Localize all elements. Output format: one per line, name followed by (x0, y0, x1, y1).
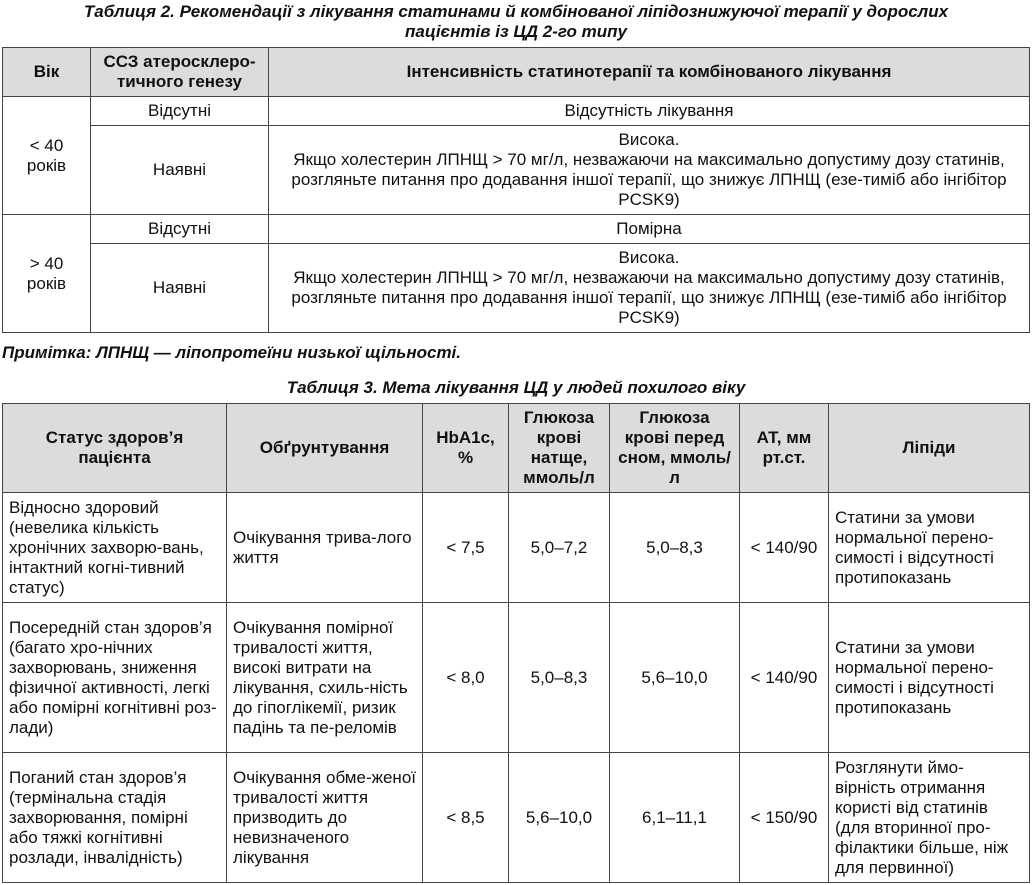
header-age: Вік (3, 48, 91, 97)
header-rationale: Обґрунтування (227, 404, 423, 493)
ccz-cell: Відсутні (91, 215, 269, 244)
fasting-cell: 5,0–7,2 (509, 493, 610, 603)
intensity-line: Відсутність лікування (564, 101, 734, 120)
age-cell: < 40 років (3, 97, 91, 215)
intensity-line: Помірна (616, 219, 682, 238)
table3-header-row (3, 404, 1030, 493)
bp-cell: < 140/90 (740, 493, 829, 603)
header-status: Статус здоров’я пацієнта (3, 404, 227, 493)
intensity-detail: Якщо холестерин ЛПНЩ > 70 мг/л, незважаючи на максимально допустиму дозу статинів, розгляньте питання про додавання іншої терапії, що знижує ЛПНЩ (езе-тиміб або інгібітор PCSK9) (291, 268, 1007, 327)
table-row (3, 97, 1030, 126)
intensity-detail: Якщо холестерин ЛПНЩ > 70 мг/л, незважаючи на максимально допустиму дозу статинів, розгляньте питання про додавання іншої терапії, що знижує ЛПНЩ (езе-тиміб або інгібітор PCSK9) (291, 150, 1007, 209)
table-row (3, 603, 1030, 753)
table3-caption: Таблиця 3. Мета лікування ЦД у людей похилого віку (286, 378, 746, 397)
rationale-cell: Очікування обме-женої тривалості життя призводить до невизначеного лікування (227, 753, 423, 883)
ccz-cell: Відсутні (91, 97, 269, 126)
intensity-cell (269, 126, 1030, 215)
table2 (2, 47, 1030, 333)
bedtime-cell: 5,6–10,0 (610, 603, 740, 753)
table-row (3, 126, 1030, 215)
table2-caption-line1: Таблиця 2. Рекомендації з лікування статинами й комбінованої ліпідознижуючої терапії у дорослих (83, 2, 949, 21)
lipids-cell: Статини за умови нормальної перено-симості і відсутності протипоказань (829, 603, 1030, 753)
table-row (3, 493, 1030, 603)
header-hba1c: HbA1c, % (423, 404, 509, 493)
header-intensity: Інтенсивність статинотерапії та комбінованого лікування (269, 48, 1030, 97)
rationale-cell: Очікування помірної тривалості життя, високі витрати на лікування, схиль-ність до гіпоглікемії, ризик падінь та пе-реломів (227, 603, 423, 753)
hba1c-cell: < 8,5 (423, 753, 509, 883)
lipids-cell: Статини за умови нормальної перено-симості і відсутності протипоказань (829, 493, 1030, 603)
age-cell: > 40 років (3, 215, 91, 333)
table2-note: Примітка: ЛПНЩ — ліпопротеїни низької щільності. (2, 343, 461, 362)
lipids-cell: Розглянути ймо-вірність отримання користі від статинів (для вторинної про-філактики більше, ніж для первинної) (829, 753, 1030, 883)
intensity-line: Висока. (618, 130, 680, 149)
table-row (3, 753, 1030, 883)
fasting-cell: 5,6–10,0 (509, 753, 610, 883)
header-lipids: Ліпіди (829, 404, 1030, 493)
header-fasting-glucose: Глюкоза крові натще, ммоль/л (509, 404, 610, 493)
table2-caption (0, 2, 1032, 42)
status-cell: Поганий стан здоров’я (термінальна стадія захворювання, помірні або тяжкі когнітивні розлади, інвалідність) (3, 753, 227, 883)
intensity-cell (269, 215, 1030, 244)
header-bedtime-glucose: Глюкоза крові перед сном, ммоль/л (610, 404, 740, 493)
table-row (3, 215, 1030, 244)
hba1c-cell: < 8,0 (423, 603, 509, 753)
bedtime-cell: 5,0–8,3 (610, 493, 740, 603)
table2-header-row (3, 48, 1030, 97)
intensity-cell (269, 244, 1030, 333)
ccz-cell: Наявні (91, 244, 269, 333)
header-blood-pressure: АТ, мм рт.ст. (740, 404, 829, 493)
intensity-line: Висока. (618, 248, 680, 267)
bp-cell: < 150/90 (740, 753, 829, 883)
rationale-cell: Очікування трива-лого життя (227, 493, 423, 603)
status-cell: Відносно здоровий (невелика кількість хронічних захворю-вань, інтактний когні-тивний статус) (3, 493, 227, 603)
table2-caption-line2: пацієнтів із ЦД 2-го типу (405, 22, 627, 41)
table3 (2, 403, 1030, 883)
hba1c-cell: < 7,5 (423, 493, 509, 603)
bedtime-cell: 6,1–11,1 (610, 753, 740, 883)
status-cell: Посередній стан здоров’я (багато хро-нічних захворювань, зниження фізичної активності, легкі або помірні когнітивні роз-лади) (3, 603, 227, 753)
ccz-cell: Наявні (91, 126, 269, 215)
intensity-cell (269, 97, 1030, 126)
table-row (3, 244, 1030, 333)
fasting-cell: 5,0–8,3 (509, 603, 610, 753)
bp-cell: < 140/90 (740, 603, 829, 753)
header-ccz: ССЗ атеросклеро-тичного генезу (91, 48, 269, 97)
